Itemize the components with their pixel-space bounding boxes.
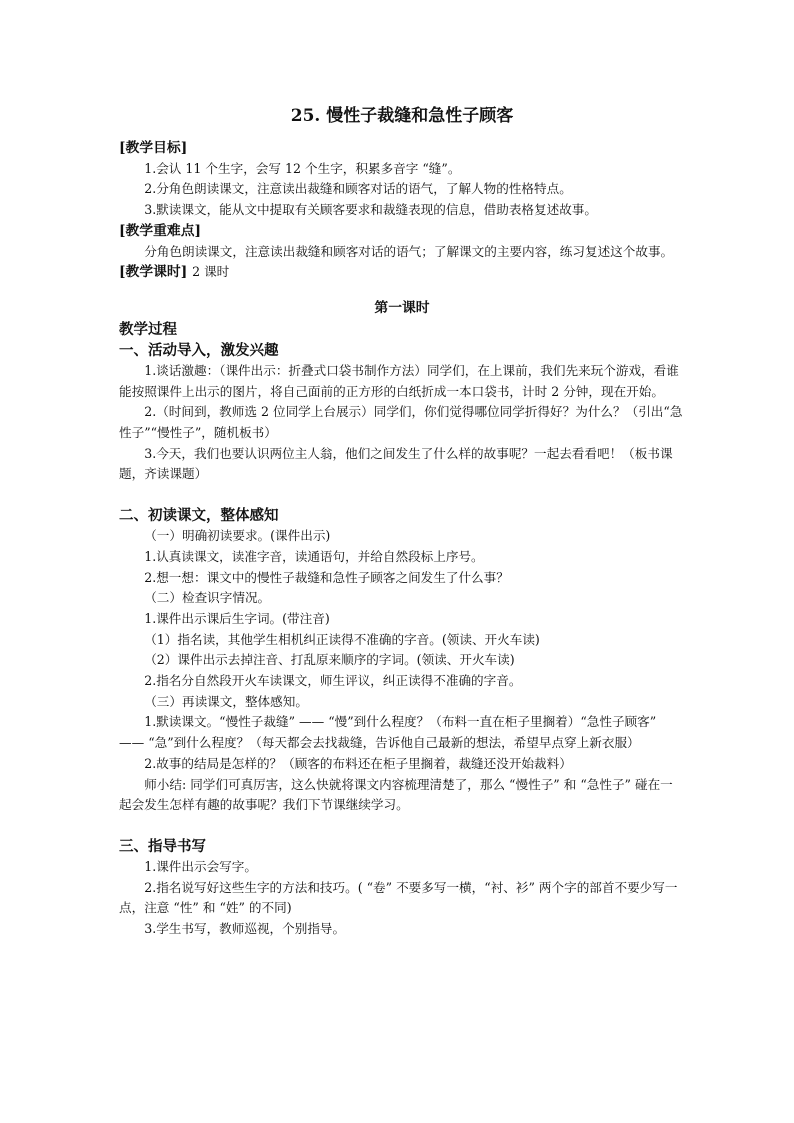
section2-heading: 二、初读课文，整体感知 <box>119 507 279 525</box>
section1-heading: 一、活动导入，激发兴趣 <box>119 341 279 359</box>
section2-line-1: （一）明确初读要求。(课件出示) <box>144 528 331 544</box>
section2-line-7: （2）课件出示去掉注音、打乱原来顺序的字词。(领读、开火车读) <box>144 652 515 668</box>
section3-heading: 三、指导书写 <box>119 837 206 855</box>
lesson1-title: 第一课时 <box>374 299 430 316</box>
section2-line-8: 2.指名分自然段开火车读课文，师生评议，纠正读得不准确的字音。 <box>144 673 522 689</box>
section1-paragraph-1: 1.谈话激趣：（课件出示：折叠式口袋书制作方法）同学们，在上课前，我们先来玩个游戏，看谁能按照课件上出示的图片，将自己面前的正方形的白纸折成一本口袋书，计时 2 分钟，现在开始。 <box>119 362 679 399</box>
spacer <box>119 816 685 836</box>
section2-line-2: 1.认真读课文，读准字音，读通语句，并给自然段标上序号。 <box>144 548 484 564</box>
document-title: 25. 慢性子裁缝和急性子顾客 <box>290 106 514 126</box>
keypoints-heading: [教学重难点] <box>119 222 202 239</box>
objective-item-3: 3.默读课文，能从文中提取有关顾客要求和裁缝表现的信息，借助表格复述故事。 <box>144 202 597 218</box>
section2-line-3: 2.想一想：课文中的慢性子裁缝和急性子顾客之间发生了什么事？ <box>144 569 509 585</box>
section3-paragraph-3: 3.学生书写，教师巡视，个别指导。 <box>144 921 346 937</box>
section2-summary-paragraph: 师小结: 同学们可真厉害，这么快就将课文内容梳理清楚了，那么 “慢性子” 和 “急性子” 碰在一起会发生怎样有趣的故事呢？我们下节课继续学习。 <box>119 776 673 813</box>
hours-value: 2 课时 <box>192 264 230 280</box>
section1-paragraph-2: 2.（时间到，教师选 2 位同学上台展示）同学们，你们觉得哪位同学折得好？为什么？（引出“急性子”“慢性子”，随机板书） <box>119 404 683 441</box>
section3-paragraph-1: 1.课件出示会写字。 <box>144 858 257 874</box>
section2-line-5: 1.课件出示课后生字词。(带注音) <box>144 610 330 626</box>
objective-item-1: 1.会认 11 个生字，会写 12 个生字，积累多音字 “缝”。 <box>144 160 461 176</box>
hours-heading: [教学课时] <box>119 264 188 281</box>
section3-paragraph-2: 2.指名说写好这些生字的方法和技巧。( “卷” 不要多写一横，“衬、衫” 两个字的部首不要少写一点，注意 “性” 和 “姓” 的不同) <box>119 879 678 916</box>
section2-line-6: （1）指名读，其他学生相机纠正读得不准确的字音。(领读、开火车读) <box>144 631 540 647</box>
keypoints-text: 分角色朗读课文，注意读出裁缝和顾客对话的语气；了解课文的主要内容，练习复述这个故事。 <box>144 243 674 259</box>
objective-item-2: 2.分角色朗读课文，注意读出裁缝和顾客对话的语气，了解人物的性格特点。 <box>144 181 572 197</box>
objectives-heading: [教学目标] <box>119 140 188 156</box>
section2-read-paragraph: 1.默读课文。“慢性子裁缝” —— “慢”到什么程度？（布料一直在柜子里搁着）“急性子顾客” —— “急”到什么程度？（每天都会去找裁缝，告诉他自己最新的想法，希望早点穿上新衣服） <box>119 714 657 751</box>
section2-line-4: （二）检查识字情况。 <box>144 590 271 606</box>
document-content <box>119 104 685 940</box>
section2-line-9: （三）再读课文，整体感知。 <box>144 693 308 709</box>
process-heading: 教学过程 <box>119 320 177 338</box>
section2-result-paragraph: 2.故事的结局是怎样的？（顾客的布料还在柜子里搁着，裁缝还没开始裁料） <box>144 755 572 771</box>
spacer <box>119 485 685 505</box>
section1-paragraph-3: 3.今天，我们也要认识两位主人翁，他们之间发生了什么样的故事呢？一起去看看吧！（板书课题，齐读课题） <box>119 445 673 482</box>
hours-line <box>119 262 685 283</box>
